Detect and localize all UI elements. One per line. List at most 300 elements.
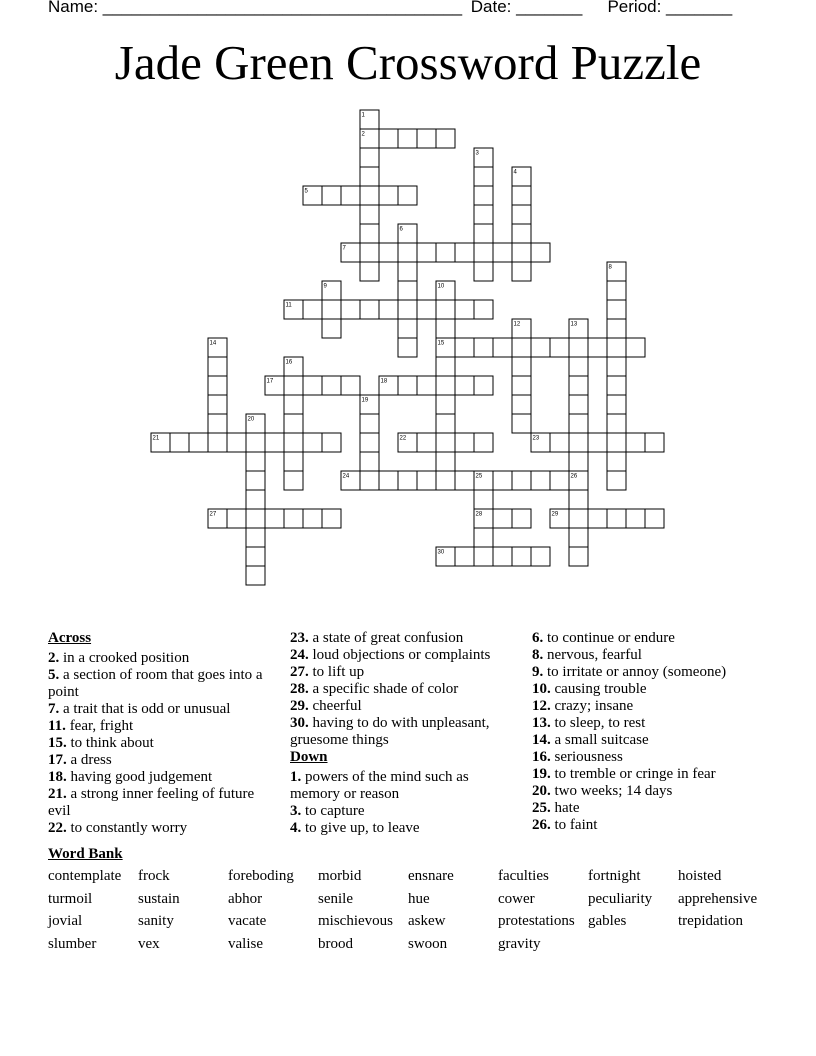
down-clue (532, 681, 772, 698)
grid-cell[interactable] (569, 376, 588, 395)
word-bank-word: hoisted (678, 868, 722, 884)
grid-cell[interactable] (398, 186, 417, 205)
grid-cell[interactable] (493, 547, 512, 566)
grid-cell[interactable] (246, 547, 265, 566)
grid-cell[interactable] (436, 433, 455, 452)
clue-text: to give up, to leave (301, 820, 420, 836)
grid-cell[interactable] (246, 509, 265, 528)
clue-number: 20. (532, 783, 551, 799)
grid-cell[interactable] (645, 509, 664, 528)
word-bank-word: swoon (408, 935, 448, 952)
clue-text: a section of room that goes into a point (48, 667, 263, 700)
grid-cell[interactable] (569, 509, 588, 528)
cell-number: 22 (399, 435, 407, 442)
clue-text: to think about (66, 735, 154, 751)
clue-text: to lift up (308, 664, 365, 680)
cell-number: 7 (342, 245, 346, 252)
grid-cell[interactable] (474, 205, 493, 224)
grid-cell[interactable] (436, 414, 455, 433)
word-bank-word: valise (228, 935, 263, 952)
clue-text: hate (550, 800, 580, 816)
across-clue (290, 698, 522, 715)
grid-cell[interactable] (512, 395, 531, 414)
grid-cell[interactable] (588, 509, 607, 528)
grid-cell[interactable] (512, 357, 531, 376)
grid-cell[interactable] (607, 414, 626, 433)
grid-cell[interactable] (322, 433, 341, 452)
clue-text: cheerful (308, 698, 362, 714)
clue-text: in a crooked position (59, 650, 190, 666)
grid-cell[interactable] (284, 509, 303, 528)
cell-number: 25 (475, 473, 483, 480)
grid-cell[interactable] (265, 509, 284, 528)
word-bank-heading: Word Bank (48, 846, 123, 862)
grid-cell[interactable] (227, 509, 246, 528)
clue-text: a small suitcase (550, 732, 649, 748)
clue-text: two weeks; 14 days (550, 783, 673, 799)
cell-number: 13 (570, 321, 578, 328)
grid-cell[interactable] (170, 433, 189, 452)
down-clue (532, 647, 772, 664)
grid-cell[interactable] (512, 509, 531, 528)
down-clue (532, 630, 772, 647)
word-bank-word: sanity (138, 913, 174, 929)
word-bank-word: peculiarity (588, 890, 653, 907)
page-title: Jade Green Crossword Puzzle (114, 35, 702, 90)
grid-cell[interactable] (588, 433, 607, 452)
word-bank-word: contemplate (48, 868, 122, 884)
grid-cell[interactable] (569, 414, 588, 433)
down-clue (532, 817, 772, 834)
across-clue (290, 664, 522, 681)
period-field-label: Period: _______ (607, 0, 733, 16)
grid-cell[interactable] (360, 414, 379, 433)
grid-cell[interactable] (360, 262, 379, 281)
grid-cell[interactable] (246, 452, 265, 471)
grid-cell[interactable] (455, 433, 474, 452)
grid-cell[interactable] (417, 376, 436, 395)
clue-number: 30. (290, 715, 309, 731)
grid-cell[interactable] (455, 243, 474, 262)
across-clue (290, 715, 522, 749)
clue-number: 9. (532, 664, 544, 680)
grid-cell[interactable] (208, 433, 227, 452)
grid-cell[interactable] (360, 433, 379, 452)
clue-text: having good judgement (66, 769, 213, 785)
grid-cell[interactable] (569, 433, 588, 452)
grid-cell[interactable] (379, 243, 398, 262)
clue-number: 19. (532, 766, 551, 782)
grid-cell[interactable] (455, 300, 474, 319)
grid-cell[interactable] (512, 243, 531, 262)
clues-column-1 (48, 630, 278, 837)
cell-number: 2 (361, 131, 365, 138)
word-bank-word: frock (138, 868, 170, 884)
grid-cell[interactable] (607, 471, 626, 490)
grid-cell[interactable] (284, 414, 303, 433)
clue-number: 4. (290, 820, 302, 836)
grid-cell[interactable] (322, 300, 341, 319)
grid-cell[interactable] (246, 490, 265, 509)
grid-cell[interactable] (360, 471, 379, 490)
down-clue (532, 800, 772, 817)
clue-number: 7. (48, 701, 60, 717)
word-bank-word: gables (588, 913, 627, 929)
cell-number: 10 (437, 283, 445, 290)
down-clue (290, 820, 522, 837)
grid-cell[interactable] (398, 281, 417, 300)
grid-cell[interactable] (398, 243, 417, 262)
clue-number: 26. (532, 817, 551, 833)
grid-cell[interactable] (569, 395, 588, 414)
grid-cell[interactable] (474, 490, 493, 509)
cell-number: 23 (532, 435, 540, 442)
clue-text: loud objections or complaints (308, 647, 491, 663)
cell-number: 5 (304, 188, 308, 195)
down-clue (290, 803, 522, 820)
clue-number: 18. (48, 769, 67, 785)
clue-text: to capture (301, 803, 365, 819)
grid-cell[interactable] (341, 300, 360, 319)
grid-cell[interactable] (607, 376, 626, 395)
grid-cell[interactable] (588, 338, 607, 357)
clue-number: 11. (48, 718, 66, 734)
cell-number: 4 (513, 169, 517, 176)
grid-cell[interactable] (531, 547, 550, 566)
grid-cell[interactable] (512, 547, 531, 566)
clue-number: 14. (532, 732, 551, 748)
down-clue (532, 749, 772, 766)
grid-cell[interactable] (322, 319, 341, 338)
cell-number: 17 (266, 378, 274, 385)
cell-number: 9 (323, 283, 327, 290)
cell-number: 20 (247, 416, 255, 423)
grid-cell[interactable] (512, 471, 531, 490)
cell-number: 1 (361, 112, 365, 119)
grid-cell[interactable] (208, 376, 227, 395)
cell-number: 24 (342, 473, 350, 480)
down-clue (290, 769, 522, 803)
clue-text: a specific shade of color (308, 681, 459, 697)
grid-cell[interactable] (360, 205, 379, 224)
grid-cell[interactable] (569, 547, 588, 566)
clue-number: 28. (290, 681, 309, 697)
grid-cell[interactable] (550, 471, 569, 490)
clue-text: to irritate or annoy (someone) (543, 664, 727, 680)
grid-cell[interactable] (474, 376, 493, 395)
grid-cell[interactable] (474, 433, 493, 452)
grid-cell[interactable] (493, 471, 512, 490)
grid-cell[interactable] (512, 338, 531, 357)
grid-cell[interactable] (322, 509, 341, 528)
grid-cell[interactable] (341, 186, 360, 205)
grid-cell[interactable] (474, 167, 493, 186)
grid-cell[interactable] (569, 338, 588, 357)
grid-cell[interactable] (626, 338, 645, 357)
word-bank-word: turmoil (48, 890, 93, 907)
grid-cell[interactable] (474, 186, 493, 205)
word-bank-word: askew (408, 913, 446, 929)
clue-number: 13. (532, 715, 551, 731)
grid-cell[interactable] (322, 376, 341, 395)
grid-cell[interactable] (379, 186, 398, 205)
grid-cell[interactable] (436, 395, 455, 414)
clue-text: fear, fright (65, 718, 134, 734)
grid-cell[interactable] (303, 376, 322, 395)
cell-number: 21 (152, 435, 160, 442)
grid-cell[interactable] (607, 300, 626, 319)
clues-column-3 (532, 630, 772, 834)
grid-cell[interactable] (246, 471, 265, 490)
grid-cell[interactable] (474, 300, 493, 319)
down-clue (532, 664, 772, 681)
clue-text: a state of great confusion (308, 630, 464, 646)
word-bank-word: slumber (48, 935, 97, 952)
grid-cell[interactable] (455, 338, 474, 357)
grid-cell[interactable] (360, 148, 379, 167)
down-heading: Down (290, 749, 328, 765)
grid-cell[interactable] (208, 357, 227, 376)
clue-text: to faint (550, 817, 598, 833)
grid-cell[interactable] (303, 433, 322, 452)
word-bank-word: cower (498, 890, 535, 907)
word-bank-word: protestations (498, 913, 575, 929)
grid-cell[interactable] (436, 357, 455, 376)
grid-cell[interactable] (493, 338, 512, 357)
grid-cell[interactable] (531, 471, 550, 490)
grid-cell[interactable] (474, 547, 493, 566)
clue-number: 12. (532, 698, 551, 714)
grid-cell[interactable] (474, 262, 493, 281)
clue-text: a trait that is odd or unusual (59, 701, 231, 717)
clue-text: to continue or endure (543, 630, 675, 646)
cell-number: 11 (285, 302, 292, 309)
grid-cell[interactable] (360, 224, 379, 243)
grid-cell[interactable] (512, 262, 531, 281)
clue-text: seriousness (550, 749, 623, 765)
grid-cell[interactable] (436, 319, 455, 338)
grid-cell[interactable] (417, 243, 436, 262)
grid-cell[interactable] (208, 414, 227, 433)
grid-cell[interactable] (417, 433, 436, 452)
grid-cell[interactable] (569, 528, 588, 547)
grid-cell[interactable] (455, 547, 474, 566)
grid-cell[interactable] (379, 129, 398, 148)
word-bank-word: brood (318, 935, 353, 952)
down-clue (532, 766, 772, 783)
grid-cell[interactable] (265, 433, 284, 452)
grid-cell[interactable] (360, 300, 379, 319)
grid-cell[interactable] (398, 262, 417, 281)
grid-cell[interactable] (360, 167, 379, 186)
grid-cell[interactable] (189, 433, 208, 452)
grid-cell[interactable] (436, 129, 455, 148)
grid-cell[interactable] (436, 243, 455, 262)
clue-text: causing trouble (550, 681, 647, 697)
grid-cell[interactable] (284, 471, 303, 490)
word-bank-word: gravity (498, 935, 541, 952)
word-bank-word: vacate (228, 913, 267, 929)
grid-cell[interactable] (607, 357, 626, 376)
down-clue (532, 698, 772, 715)
cell-number: 26 (570, 473, 578, 480)
word-bank-word: trepidation (678, 913, 743, 929)
clue-text: crazy; insane (550, 698, 634, 714)
grid-cell[interactable] (284, 452, 303, 471)
grid-cell[interactable] (607, 319, 626, 338)
grid-cell[interactable] (474, 224, 493, 243)
grid-cell[interactable] (550, 338, 569, 357)
across-clue (290, 681, 522, 698)
grid-cell[interactable] (607, 338, 626, 357)
grid-cell[interactable] (360, 243, 379, 262)
cell-number: 18 (380, 378, 388, 385)
across-clue (290, 647, 522, 664)
grid-cell[interactable] (493, 509, 512, 528)
grid-cell[interactable] (398, 129, 417, 148)
grid-cell[interactable] (474, 338, 493, 357)
cell-number: 29 (551, 511, 559, 518)
word-bank-word: vex (138, 935, 160, 952)
grid-cell[interactable] (569, 357, 588, 376)
grid-cell[interactable] (246, 528, 265, 547)
grid-cell[interactable] (512, 224, 531, 243)
clue-text: to tremble or cringe in fear (550, 766, 716, 782)
grid-cell[interactable] (607, 281, 626, 300)
grid-cell[interactable] (303, 300, 322, 319)
grid-cell[interactable] (493, 243, 512, 262)
grid-cell[interactable] (360, 452, 379, 471)
clue-text: nervous, fearful (543, 647, 642, 663)
grid-cell[interactable] (531, 243, 550, 262)
clue-number: 3. (290, 803, 302, 819)
grid-cell[interactable] (645, 433, 664, 452)
clue-number: 5. (48, 667, 60, 683)
word-bank-word: fortnight (588, 868, 641, 884)
grid-cell[interactable] (417, 471, 436, 490)
grid-cell[interactable] (436, 376, 455, 395)
clue-text: powers of the mind such as memory or reason (290, 769, 469, 802)
cell-number: 16 (285, 359, 293, 366)
across-clue (48, 718, 278, 735)
grid-cell[interactable] (417, 300, 436, 319)
across-clue (48, 752, 278, 769)
grid-cell[interactable] (284, 395, 303, 414)
word-bank-word: sustain (138, 890, 180, 907)
across-clue (48, 820, 278, 837)
grid-cell[interactable] (626, 433, 645, 452)
clue-number: 8. (532, 647, 544, 663)
word-bank-word: faculties (498, 868, 549, 884)
grid-cell[interactable] (474, 243, 493, 262)
clue-number: 25. (532, 800, 551, 816)
grid-cell[interactable] (284, 433, 303, 452)
grid-cell[interactable] (436, 300, 455, 319)
grid-cell[interactable] (607, 395, 626, 414)
clue-number: 1. (290, 769, 302, 785)
grid-cell[interactable] (436, 471, 455, 490)
grid-cell[interactable] (398, 300, 417, 319)
clue-number: 16. (532, 749, 551, 765)
cell-number: 19 (361, 397, 369, 404)
clue-number: 15. (48, 735, 67, 751)
grid-cell[interactable] (246, 433, 265, 452)
grid-cell[interactable] (455, 471, 474, 490)
clue-text: to sleep, to rest (550, 715, 646, 731)
clue-number: 29. (290, 698, 309, 714)
cell-number: 28 (475, 511, 483, 518)
clue-text: a dress (66, 752, 112, 768)
cell-number: 30 (437, 549, 445, 556)
grid-cell[interactable] (474, 528, 493, 547)
grid-cell[interactable] (607, 452, 626, 471)
word-bank-word: senile (318, 890, 353, 907)
grid-cell[interactable] (398, 319, 417, 338)
grid-cell[interactable] (569, 452, 588, 471)
across-clue (48, 667, 278, 701)
clue-text: having to do with unpleasant, gruesome things (290, 715, 490, 748)
date-field-label: Date: _______ (470, 0, 583, 16)
cell-number: 27 (209, 511, 217, 518)
grid-cell[interactable] (398, 376, 417, 395)
grid-cell[interactable] (303, 509, 322, 528)
clue-number: 2. (48, 650, 60, 666)
cell-number: 14 (209, 340, 217, 347)
grid-cell[interactable] (626, 509, 645, 528)
word-bank-word: jovial (48, 913, 83, 929)
grid-cell[interactable] (360, 186, 379, 205)
grid-cell[interactable] (455, 376, 474, 395)
grid-cell[interactable] (512, 414, 531, 433)
name-field-label: Name: ______________________________________ (48, 0, 463, 16)
clue-number: 24. (290, 647, 309, 663)
grid-cell[interactable] (341, 376, 360, 395)
down-clue (532, 732, 772, 749)
grid-cell[interactable] (607, 433, 626, 452)
clue-number: 23. (290, 630, 309, 646)
grid-cell[interactable] (379, 300, 398, 319)
across-clue (48, 701, 278, 718)
grid-cell[interactable] (284, 376, 303, 395)
grid-cell[interactable] (398, 338, 417, 357)
word-bank-word: morbid (318, 868, 362, 884)
down-clue (532, 715, 772, 732)
grid-cell[interactable] (512, 376, 531, 395)
grid-cell[interactable] (208, 395, 227, 414)
clue-text: to constantly worry (66, 820, 188, 836)
grid-cell[interactable] (512, 186, 531, 205)
across-clue (48, 786, 278, 820)
grid-cell[interactable] (512, 205, 531, 224)
grid-cell[interactable] (322, 186, 341, 205)
grid-cell[interactable] (531, 338, 550, 357)
grid-cell[interactable] (398, 471, 417, 490)
cell-number: 6 (399, 226, 403, 233)
grid-cell[interactable] (246, 566, 265, 585)
grid-cell[interactable] (550, 433, 569, 452)
grid-cell[interactable] (417, 129, 436, 148)
grid-cell[interactable] (227, 433, 246, 452)
cell-number: 12 (513, 321, 521, 328)
grid-cell[interactable] (569, 490, 588, 509)
grid-cell[interactable] (607, 509, 626, 528)
clue-number: 6. (532, 630, 544, 646)
across-clue (290, 630, 522, 647)
word-bank-word: hue (408, 890, 430, 907)
grid-cell[interactable] (379, 471, 398, 490)
grid-cell[interactable] (436, 452, 455, 471)
word-bank-word: ensnare (408, 868, 454, 884)
